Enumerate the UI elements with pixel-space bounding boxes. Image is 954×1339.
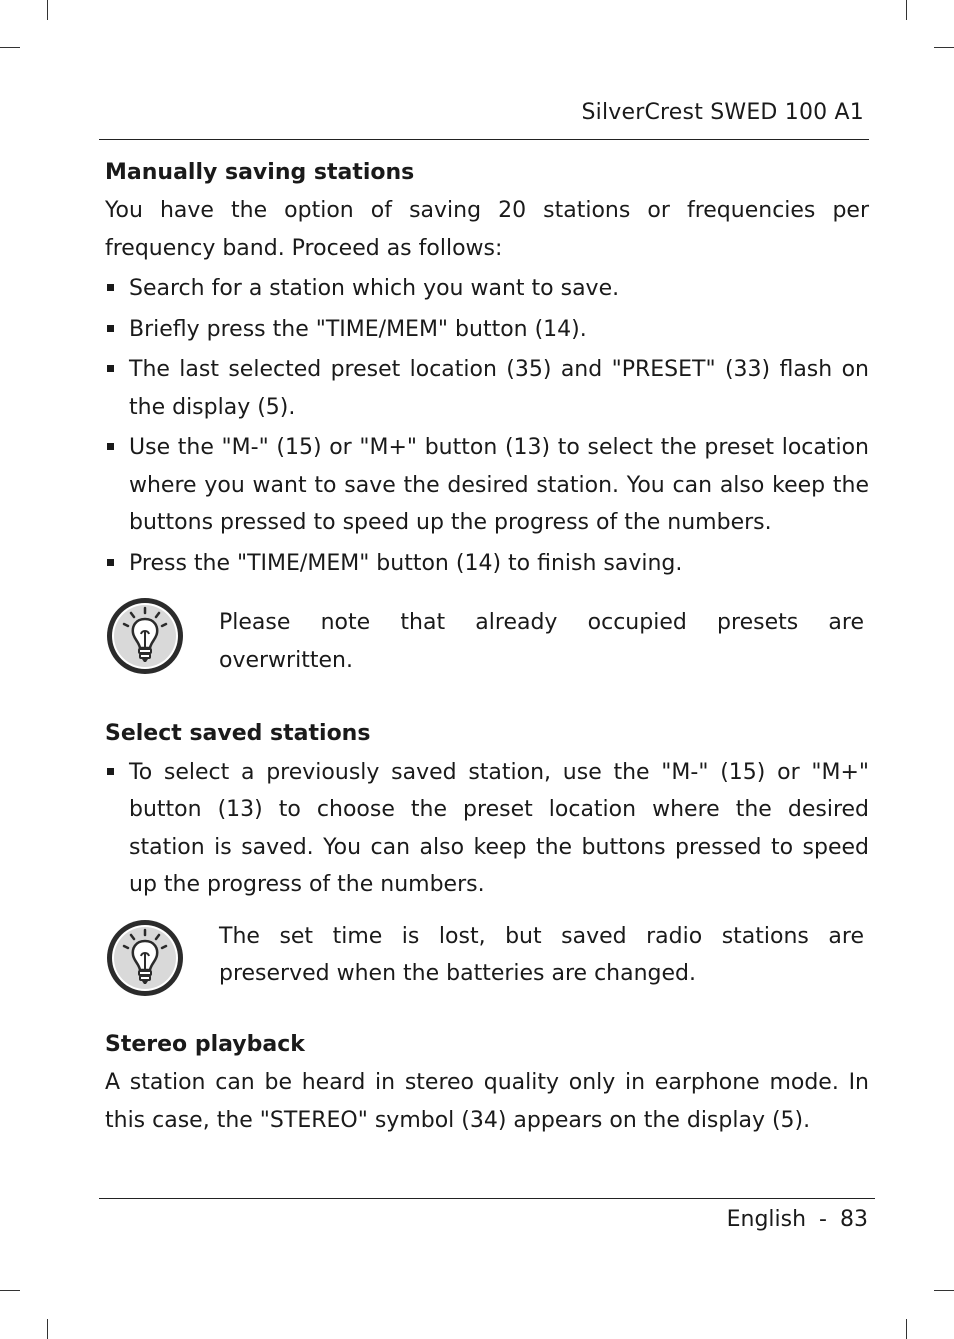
- crop-mark: [906, 1319, 907, 1339]
- bullet-icon: [107, 365, 114, 372]
- crop-mark: [934, 1290, 954, 1291]
- crop-mark: [906, 0, 907, 20]
- footer-separator: -: [819, 1207, 827, 1232]
- bullet-list: [105, 754, 869, 904]
- page-header-title: SilverCrest SWED 100 A1: [581, 100, 864, 125]
- footer-rule: [99, 1198, 875, 1199]
- crop-mark: [0, 47, 20, 48]
- note-text: The set time is lost, but saved radio stations are preserved when the batteries are changed.: [219, 923, 864, 986]
- lightbulb-tip-icon: [105, 918, 187, 998]
- note-text: Please note that already occupied presets are overwritten.: [219, 610, 864, 673]
- crop-mark: [47, 1319, 48, 1339]
- bullet-list: [105, 270, 869, 582]
- list-item: Press the "TIME/MEM" button (14) to finish saving.: [105, 545, 869, 583]
- list-item: Briefly press the "TIME/MEM" button (14).: [105, 311, 869, 349]
- crop-mark: [47, 0, 48, 20]
- footer-language: English: [726, 1207, 807, 1232]
- section-intro: You have the option of saving 20 stations or frequencies per frequency band. Proceed as follows:: [105, 198, 869, 261]
- tip-note: [105, 596, 869, 689]
- page-footer: [727, 1207, 868, 1232]
- bullet-icon: [107, 443, 114, 450]
- list-item: The last selected preset location (35) and "PRESET" (33) flash on the display (5).: [105, 351, 869, 426]
- bullet-icon: [107, 284, 114, 291]
- bullet-icon: [107, 325, 114, 332]
- page-content: [105, 156, 869, 1139]
- bullet-icon: [107, 559, 114, 566]
- lightbulb-tip-icon: [105, 596, 187, 676]
- crop-mark: [0, 1290, 20, 1291]
- list-item: To select a previously saved station, use the "M-" (15) or "M+" button (13) to choose the preset location where the desired station is saved. You can also keep the buttons pressed to speed up the progress of the numbers.: [105, 754, 869, 904]
- tip-note: [105, 918, 869, 1011]
- section-heading: Select saved stations: [105, 720, 371, 746]
- bullet-icon: [107, 768, 114, 775]
- crop-mark: [934, 47, 954, 48]
- section-heading: Stereo playback: [105, 1032, 305, 1057]
- list-item: Use the "M-" (15) or "M+" button (13) to select the preset location where you want to save the desired station. You can also keep the buttons pressed to speed up the progress of the numbers.: [105, 429, 869, 542]
- list-item: Search for a station which you want to save.: [105, 270, 869, 308]
- header-rule: [99, 139, 869, 140]
- section-intro: A station can be heard in stereo quality only in earphone mode. In this case, the "STEREO" symbol (34) appears on the display (5).: [105, 1070, 869, 1133]
- section-heading: Manually saving stations: [105, 160, 415, 185]
- page-number: 83: [840, 1207, 868, 1232]
